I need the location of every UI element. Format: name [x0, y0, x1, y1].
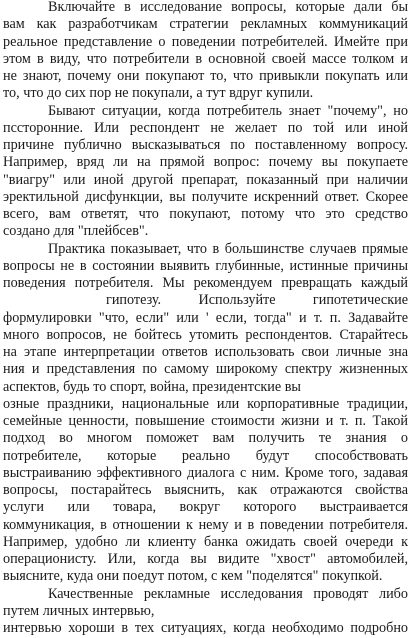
paragraph-line: эректильной дисфункции, вы получите искренний ответ. Скорее: [3, 189, 408, 205]
paragraph-line: Качественные рекламные исследования проводят либо: [48, 586, 408, 602]
paragraph-line: аспектов, будь то спорт, война, президентские вы: [3, 379, 301, 395]
paragraph-line: вопросы, постарайтесь выяснить, как отражаются свойства: [3, 482, 408, 498]
document-page: [3, 0, 408, 638]
paragraph-line: Например, удобно ли клиенту банка ожидать своей очереди к: [3, 534, 408, 550]
paragraph-line: Бывают ситуации, когда потребитель знает "почему", но: [48, 103, 408, 119]
paragraph-line: услуги или товара, вокруг которого выстраивается: [3, 499, 408, 515]
paragraph-line: семейные ценности, повышение стоимости жизни и т. п. Такой: [3, 413, 408, 429]
paragraph-line: потребителе, которые реально будут способствовать: [3, 448, 408, 464]
paragraph-line: много вопросов, не бойтесь утомить респондентов. Старайтесь: [3, 327, 408, 343]
paragraph-line: Включайте в исследование вопросы, которые дали бы: [48, 0, 408, 15]
paragraph-line: вопросы не в состоянии выявить глубинные, истинные причины: [3, 258, 408, 274]
paragraph-line: подход во многом поможет вам получить те знания о: [3, 430, 408, 446]
paragraph-line: этом в виду, что потребители в основной своей массе толком и: [3, 51, 408, 67]
paragraph-line: Например, вряд ли на прямой вопрос: почему вы покупаете: [3, 154, 408, 170]
paragraph-line: создано для "плейбсев".: [3, 223, 149, 239]
paragraph-line: интервью хороши в тех ситуациях, когда необходимо подробно: [3, 620, 408, 636]
paragraph-line: операционисту. Или, когда вы видите "хвост" автомобилей,: [3, 551, 408, 567]
paragraph-line: всего, вам ответят, что покупают, потому что это средство: [3, 206, 408, 222]
paragraph-line: ния и представления по самому широкому спектру жизненных: [3, 361, 408, 377]
paragraph-line: поведения потребителя. Мы рекомендуем превращать каждый: [3, 275, 408, 291]
paragraph-line: вам как разработчикам стратегии рекламных коммуникаций: [3, 16, 408, 32]
paragraph-line: выясните, куда они поедут потом, с кем "поделятся" покупкой.: [3, 568, 383, 584]
paragraph-line: озные праздники, национальные или корпоративные традиции,: [3, 396, 408, 412]
paragraph-line: "виагру" или иной другой препарат, показанный при наличии: [3, 172, 408, 188]
paragraph-line: коммуникация, в отношении к нему и в поведении потребителя.: [3, 517, 408, 533]
paragraph-line: выстраиванию эффективного диалога с ним. Кроме того, задавая: [3, 465, 408, 481]
paragraph-line: причине публично высказываться по поставленному вопросу.: [3, 137, 408, 153]
paragraph-line: гипотезу. Используйте гипотетические: [106, 292, 408, 308]
paragraph-line: Практика показывает, что в большинстве случаев прямые: [48, 241, 408, 257]
paragraph-line: на этапе интерпретации ответов использовать свои личные зна: [3, 344, 408, 360]
paragraph-line: не знают, почему они покупают то, что привыкли покупать или: [3, 68, 408, 84]
paragraph-line: путем личных интервью,: [3, 603, 155, 619]
paragraph-line: реальное представление о поведении потребителей. Имейте при: [3, 34, 408, 50]
paragraph-line: пссторонние. Или респондент не желает по той или иной: [3, 120, 408, 136]
paragraph-line: формулировки "что, если" или ' если, тогда" и т. п. Задавайте: [3, 310, 408, 326]
paragraph-line: то, что до сих пор не покупали, а тут вдруг купили.: [3, 85, 314, 101]
